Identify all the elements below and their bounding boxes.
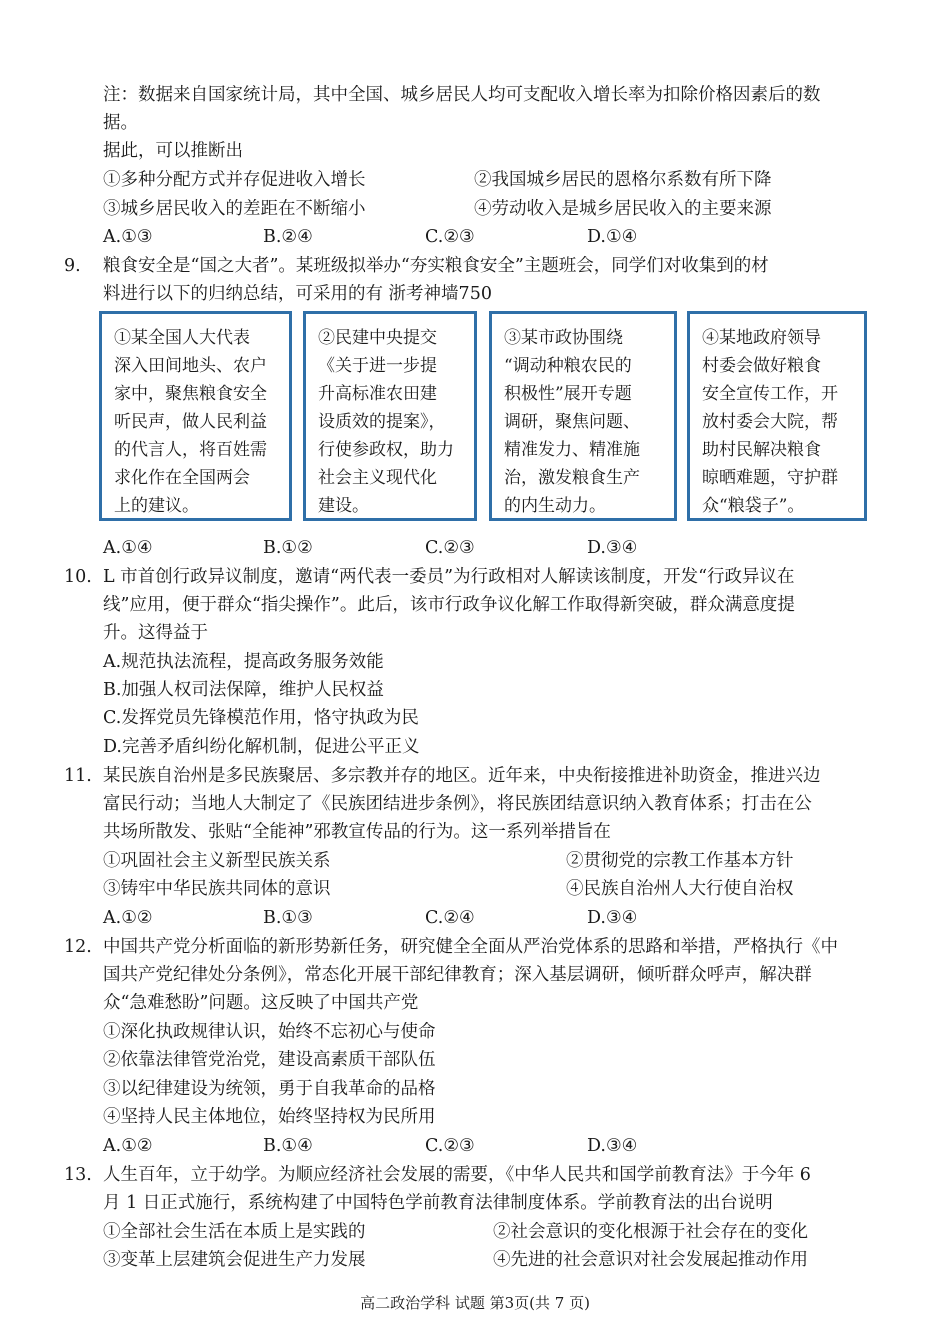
- box-text: 设质效的提案》，: [318, 412, 446, 432]
- q13-option-2: ②社会意识的变化根源于社会存在的变化: [493, 1222, 808, 1242]
- q9-choice-b[interactable]: B.①②: [263, 538, 313, 558]
- box-text: 众“粮袋子”。: [702, 496, 805, 516]
- q12-stem-line-2: 国共产党纪律处分条例》，常态化开展干部纪律教育；深入基层调研，倾听群众呼声，解决群: [103, 965, 812, 985]
- q11-option-2: ②贯彻党的宗教工作基本方针: [566, 851, 794, 871]
- q12-option-2: ②依靠法律管党治党，建设高素质干部队伍: [103, 1050, 436, 1070]
- box-text: 助村民解决粮食: [702, 440, 821, 460]
- q9-material-box-3: [489, 311, 677, 521]
- q12-number: 12.: [64, 937, 92, 957]
- q8-stem: 据此，可以推断出: [103, 141, 243, 161]
- q12-option-3: ③以纪律建设为统领，勇于自我革命的品格: [103, 1079, 436, 1099]
- box-text: 晾晒难题，守护群: [702, 468, 838, 488]
- box-text: 放村委会大院，帮: [702, 412, 838, 432]
- q11-choice-d[interactable]: D.③④: [587, 908, 638, 928]
- box-text: 升高标准农田建: [318, 384, 437, 404]
- q13-option-1: ①全部社会生活在本质上是实践的: [103, 1222, 366, 1242]
- q9-stem-line-2: 料进行以下的归纳总结，可采用的有 浙考神墙750: [103, 284, 492, 304]
- q11-option-4: ④民族自治州人大行使自治权: [566, 879, 794, 899]
- q12-option-1: ①深化执政规律认识，始终不忘初心与使命: [103, 1022, 436, 1042]
- q11-stem-line-3: 共场所散发、张贴“全能神”邪教宣传品的行为。这一系列举措旨在: [103, 822, 611, 842]
- q12-choice-d[interactable]: D.③④: [587, 1136, 638, 1156]
- page-footer: 高二政治学科 试题 第3页(共 7 页): [360, 1294, 590, 1312]
- data-note-line-1: 注：数据来自国家统计局，其中全国、城乡居民人均可支配收入增长率为扣除价格因素后的数: [103, 85, 821, 105]
- box-text: 听民声，做人民利益: [114, 412, 267, 432]
- q9-choice-a[interactable]: A.①④: [103, 538, 153, 558]
- q11-stem-line-1: 某民族自治州是多民族聚居、多宗教并存的地区。近年来，中央衔接推进补助资金，推进兴边: [103, 766, 821, 786]
- q9-choice-d[interactable]: D.③④: [587, 538, 638, 558]
- box-text: 求化作在全国两会: [114, 468, 250, 488]
- q12-option-4: ④坚持人民主体地位，始终坚持权为民所用: [103, 1107, 436, 1127]
- box-text: 调研，聚焦问题、: [504, 412, 640, 432]
- q11-choice-b[interactable]: B.①③: [263, 908, 313, 928]
- q10-option-b[interactable]: B.加强人权司法保障，维护人民权益: [103, 680, 384, 700]
- box-text: 社会主义现代化: [318, 468, 437, 488]
- q9-material-box-4: [687, 311, 867, 521]
- q8-choice-b[interactable]: B.②④: [263, 227, 313, 247]
- box-text: 深入田间地头、农户: [114, 356, 267, 376]
- q8-option-3: ③城乡居民收入的差距在不断缩小: [103, 199, 366, 219]
- q11-option-1: ①巩固社会主义新型民族关系: [103, 851, 331, 871]
- q12-stem-line-1: 中国共产党分析面临的新形势新任务，研究健全全面从严治党体系的思路和举措，严格执行《中: [103, 937, 838, 957]
- q9-number: 9.: [64, 256, 81, 276]
- box-text: 治，激发粮食生产: [504, 468, 640, 488]
- q13-stem-line-2: 月 1 日正式施行，系统构建了中国特色学前教育法律制度体系。学前教育法的出台说明: [103, 1193, 773, 1213]
- q9-material-box-2: [303, 311, 477, 521]
- q11-option-3: ③铸牢中华民族共同体的意识: [103, 879, 331, 899]
- q13-option-3: ③变革上层建筑会促进生产力发展: [103, 1250, 366, 1270]
- q10-stem-line-1: L 市首创行政异议制度，邀请“两代表一委员”为行政相对人解读该制度，开发“行政异议在: [103, 567, 795, 587]
- q9-stem-line-1: 粮食安全是“国之大者”。某班级拟举办“夯实粮食安全”主题班会，同学们对收集到的材: [103, 256, 769, 276]
- q12-choice-b[interactable]: B.①④: [263, 1136, 313, 1156]
- q13-option-4: ④先进的社会意识对社会发展起推动作用: [493, 1250, 808, 1270]
- q11-choice-c[interactable]: C.②④: [425, 908, 475, 928]
- box-text: 家中，聚焦粮食安全: [114, 384, 267, 404]
- q8-option-1: ①多种分配方式并存促进收入增长: [103, 170, 366, 190]
- box-text: 建设。: [318, 496, 369, 516]
- box-text: 安全宣传工作，开: [702, 384, 838, 404]
- box-text: 的内生动力。: [504, 496, 606, 516]
- box-text: ④某地政府领导: [702, 328, 821, 348]
- q8-choice-d[interactable]: D.①④: [587, 227, 638, 247]
- q10-stem-line-3: 升。这得益于: [103, 623, 208, 643]
- q9-material-box-1: [99, 311, 292, 521]
- box-text: ③某市政协围绕: [504, 328, 623, 348]
- box-text: 的代言人，将百姓需: [114, 440, 267, 460]
- q9-choice-c[interactable]: C.②③: [425, 538, 475, 558]
- q13-number: 13.: [64, 1165, 92, 1185]
- q8-option-2: ②我国城乡居民的恩格尔系数有所下降: [474, 170, 772, 190]
- box-text: “调动种粮农民的: [504, 356, 632, 376]
- q10-option-a[interactable]: A.规范执法流程，提高政务服务效能: [103, 652, 384, 672]
- q10-number: 10.: [64, 567, 92, 587]
- box-text: 积极性”展开专题: [504, 384, 632, 404]
- box-text: 精准发力、精准施: [504, 440, 640, 460]
- q10-option-d[interactable]: D.完善矛盾纠纷化解机制，促进公平正义: [103, 737, 420, 757]
- q10-option-c[interactable]: C.发挥党员先锋模范作用，恪守执政为民: [103, 708, 419, 728]
- box-text: 行使参政权，助力: [318, 440, 454, 460]
- box-text: 村委会做好粮食: [702, 356, 821, 376]
- box-text: 上的建议。: [114, 496, 199, 516]
- q10-stem-line-2: 线”应用，便于群众“指尖操作”。此后，该市行政争议化解工作取得新突破，群众满意度提: [103, 595, 795, 615]
- data-note-line-2: 据。: [103, 113, 138, 133]
- box-text: ①某全国人大代表: [114, 328, 250, 348]
- q8-choice-c[interactable]: C.②③: [425, 227, 475, 247]
- q11-choice-a[interactable]: A.①②: [103, 908, 153, 928]
- q8-option-4: ④劳动收入是城乡居民收入的主要来源: [474, 199, 772, 219]
- q12-choice-c[interactable]: C.②③: [425, 1136, 475, 1156]
- q11-number: 11.: [64, 766, 92, 786]
- box-text: 《关于进一步提: [318, 356, 437, 376]
- q12-choice-a[interactable]: A.①②: [103, 1136, 153, 1156]
- q13-stem-line-1: 人生百年，立于幼学。为顺应经济社会发展的需要，《中华人民共和国学前教育法》于今年 6: [103, 1165, 811, 1185]
- q11-stem-line-2: 富民行动；当地人大制定了《民族团结进步条例》，将民族团结意识纳入教育体系；打击在公: [103, 794, 812, 814]
- q8-choice-a[interactable]: A.①③: [103, 227, 153, 247]
- box-text: ②民建中央提交: [318, 328, 437, 348]
- q12-stem-line-3: 众“急难愁盼”问题。这反映了中国共产党: [103, 993, 419, 1013]
